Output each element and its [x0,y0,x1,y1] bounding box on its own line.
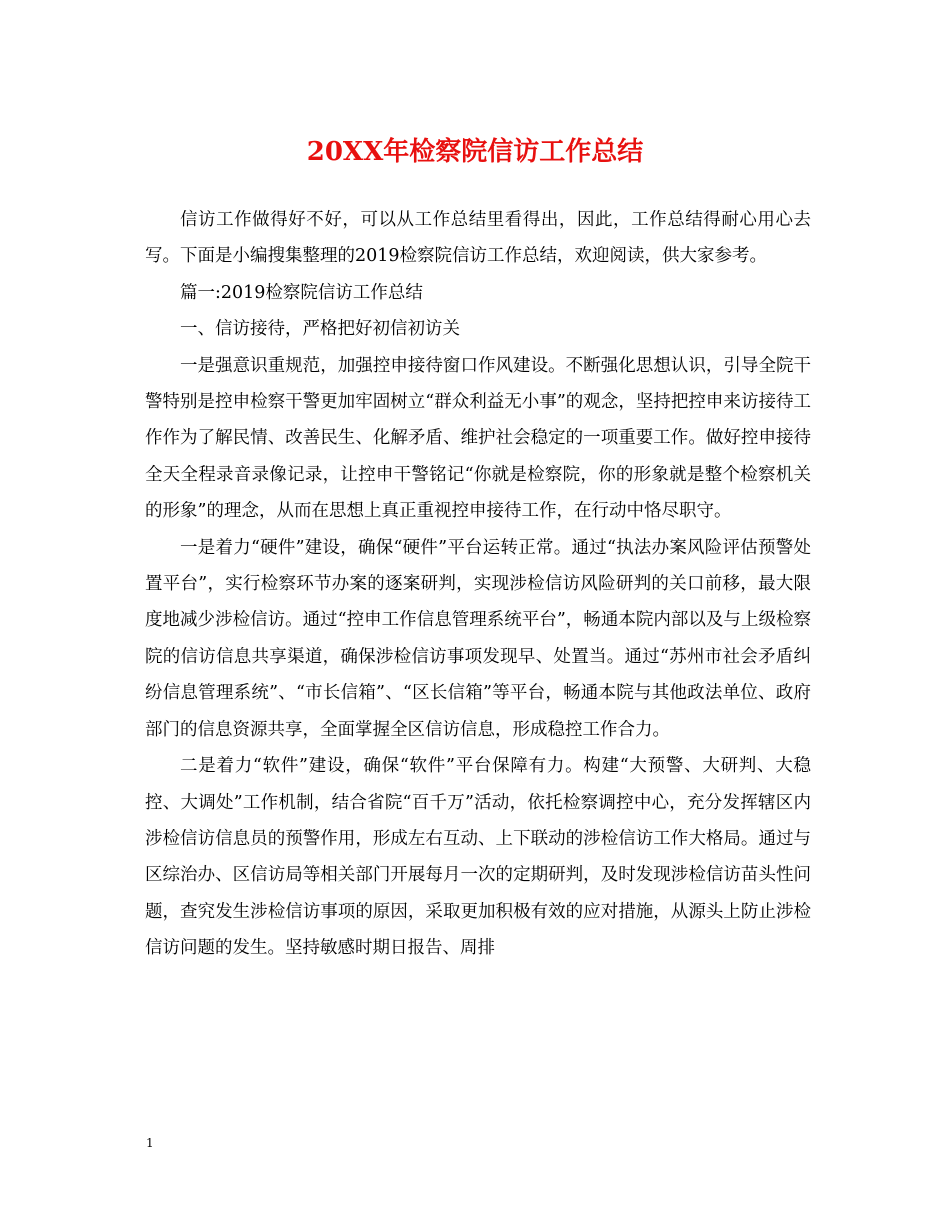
document-body [145,202,811,967]
section-heading-part-one: 篇一:2019检察院信访工作总结 [180,282,423,303]
paragraph-awareness: 一是强意识重规范，加强控申接待窗口作风建设。不断强化思想认识，引导全院干警特别是控申检察干警更加牢固树立“群众利益无小事”的观念，坚持把控申来访接待工作作为了解民情、改善民生、化解矛盾、维护社会稳定的一项重要工作。做好控申接待全天全程录音录像记录，让控申干警铭记“你就是检察院，你的形象就是整个检察机关的形象”的理念，从而在思想上真正重视控申接待工作，在行动中恪尽职守。 [145,355,811,522]
page-number: 1 [146,1136,154,1150]
document-title: 20XX年检察院信访工作总结 [306,137,644,167]
paragraph-intro: 信访工作做得好不好，可以从工作总结里看得出，因此，工作总结得耐心用心去写。下面是小编搜集整理的2019检察院信访工作总结，欢迎阅读，供大家参考。 [145,210,811,267]
paragraph-hardware: 一是着力“硬件”建设，确保“硬件”平台运转正常。通过“执法办案风险评估预警处置平台”，实行检察环节办案的逐案研判，实现涉检信访风险研判的关口前移，最大限度地减少涉检信访。通过“控申工作信息管理系统平台”，畅通本院内部以及与上级检察院的信访信息共享渠道，确保涉检信访事项发现早、处置当。通过“苏州市社会矛盾纠纷信息管理系统”、“市长信箱”、“区长信箱”等平台，畅通本院与其他政法单位、政府部门的信息资源共享，全面掌握全区信访信息，形成稳控工作合力。 [145,537,811,740]
paragraph-software: 二是着力“软件”建设，确保“软件”平台保障有力。构建“大预警、大研判、大稳控、大调处”工作机制，结合省院“百千万”活动，依托检察调控中心，充分发挥辖区内涉检信访信息员的预警作用，形成左右互动、上下联动的涉检信访工作大格局。通过与区综治办、区信访局等相关部门开展每月一次的定期研判，及时发现涉检信访苗头性问题，查究发生涉检信访事项的原因，采取更加积极有效的应对措施，从源头上防止涉检信访问题的发生。坚持敏感时期日报告、周排 [145,756,811,959]
section-heading-reception: 一、信访接待，严格把好初信初访关 [180,319,460,340]
